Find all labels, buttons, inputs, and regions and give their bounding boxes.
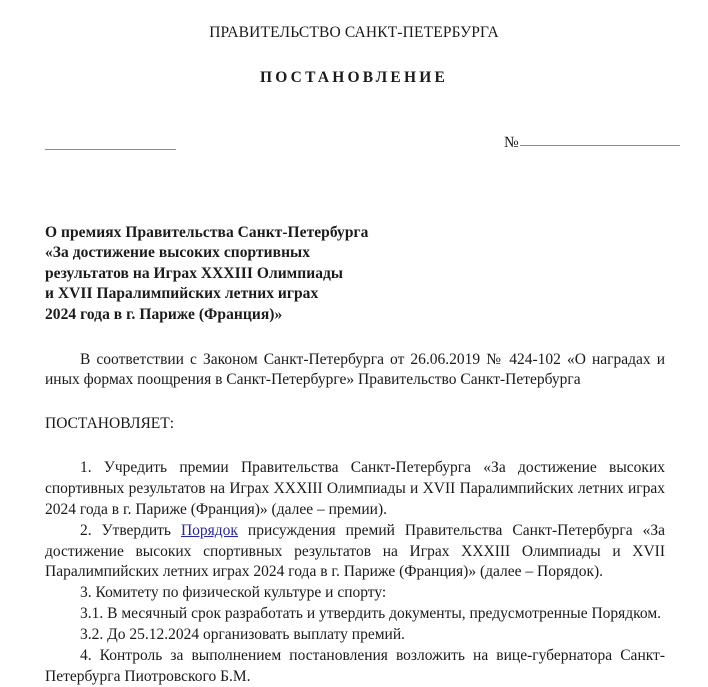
clause-2 — [45, 521, 665, 584]
document-subject-title — [0, 159, 708, 326]
subject-line-2: «За достижение высоких спортивных — [45, 244, 311, 262]
document-body — [0, 326, 708, 687]
clause-3-1: 3.1. В месячный срок разработать и утвердить документы, предусмотренные Порядком. — [80, 605, 662, 623]
resolves-label: ПОСТАНОВЛЯЕТ: — [45, 415, 175, 433]
number-blank-rule — [520, 145, 680, 146]
registration-line — [0, 87, 708, 159]
subject-line-3: результатов на Играх XXXIII Олимпиады — [45, 264, 344, 282]
date-blank-rule — [45, 149, 176, 150]
clause-3: 3. Комитету по физической культуре и спорту: — [80, 584, 387, 602]
poryadok-link[interactable]: Порядок — [180, 521, 238, 539]
document-kind-heading: ПОСТАНОВЛЕНИЕ — [259, 68, 449, 86]
subject-line-1: О премиях Правительства Санкт-Петербурга — [45, 223, 369, 241]
subject-line-5: 2024 года в г. Париже (Франция)» — [45, 306, 283, 324]
organization-heading: ПРАВИТЕЛЬСТВО САНКТ-ПЕТЕРБУРГА — [209, 24, 499, 41]
clause-2-text-before-link: 2. Утвердить — [80, 521, 181, 539]
number-group — [504, 135, 680, 151]
clause-1: 1. Учредить премии Правительства Санкт-Петербурга «За достижение высоких спортивных результатов на Играх XXXIII Олимпиады и XVII Паралимпийских летних играх 2024 года в г. Париже (Франция)» (далее – премии). — [45, 459, 665, 518]
clause-4: 4. Контроль за выполнением постановления возложить на вице-губернатора Санкт-Петербурга Пиотровского Б.М. — [45, 646, 665, 685]
clause-2-text-after-link: присуждения премий Правительства Санкт-Петербурга «За достижение высоких спортивных результатов на Играх XXXIII Олимпиады и XVII Паралимпийских летних играх 2024 года в г. Париже (Франция)» (далее – Порядок). — [45, 521, 665, 581]
preamble-paragraph: В соответствии с Законом Санкт-Петербурга от 26.06.2019 № 424-102 «О наградах и иных формах поощрения в Санкт-Петербурге» Правительство Санкт-Петербурга — [45, 350, 665, 389]
number-sign-label: № — [504, 133, 519, 151]
subject-line-4: и XVII Паралимпийских летних играх — [45, 285, 319, 303]
clause-3-2: 3.2. До 25.12.2024 организовать выплату премий. — [80, 625, 406, 643]
